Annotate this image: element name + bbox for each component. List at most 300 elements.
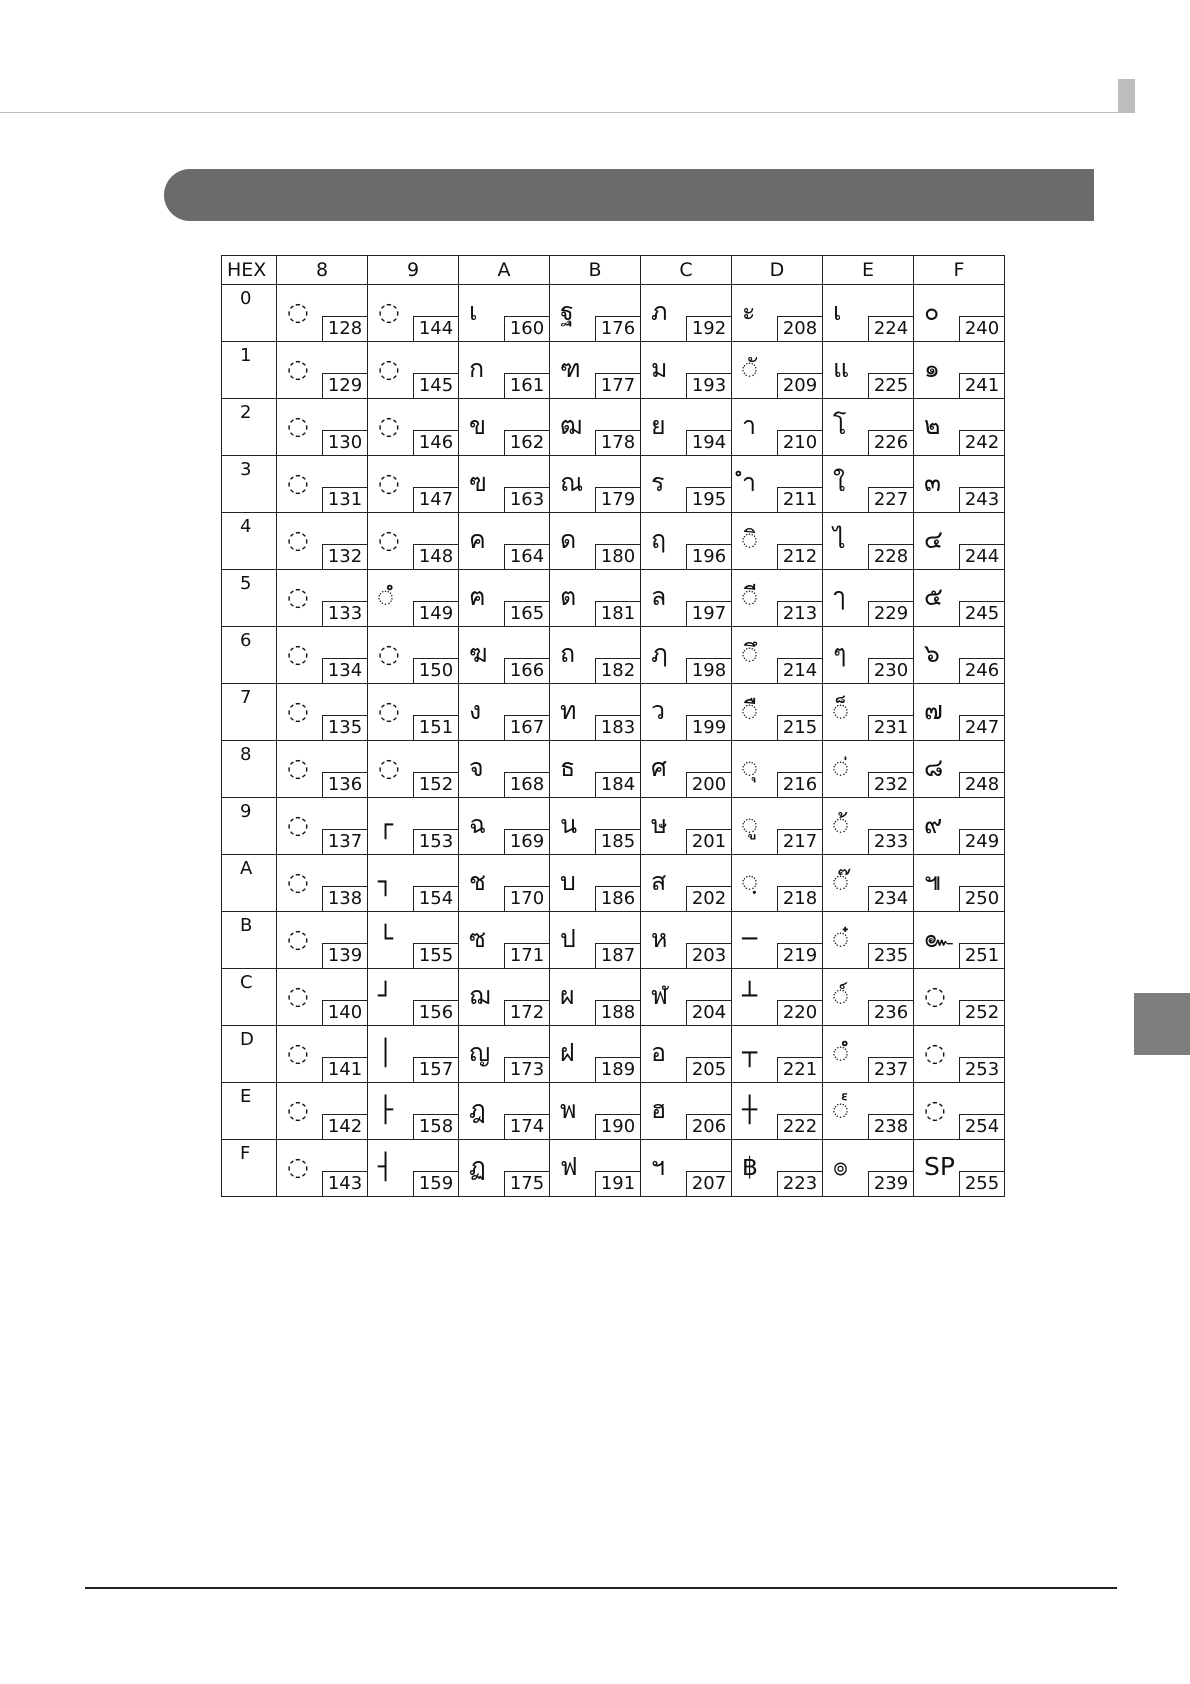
code-cell [550,1026,641,1083]
code-cell [368,855,459,912]
code-cell [641,399,732,456]
row-header: D [222,1026,277,1083]
code-cell [823,1083,914,1140]
code-cell [641,912,732,969]
code-cell [641,969,732,1026]
character-glyph: ฬ [651,981,669,1010]
decimal-code: 223 [777,1171,823,1197]
column-header: C [641,256,732,285]
code-cell [823,627,914,684]
table-row [222,399,1005,456]
code-cell [823,513,914,570]
decimal-code: 163 [504,487,550,513]
character-glyph: ┌ [378,810,394,839]
decimal-code: 150 [413,658,459,684]
decimal-code: 158 [413,1114,459,1140]
code-cell [459,969,550,1026]
code-cell [368,627,459,684]
header-page-tab [1118,79,1135,113]
character-glyph: ป [560,924,576,953]
code-cell [732,1083,823,1140]
decimal-code: 146 [413,430,459,456]
row-header: 0 [222,285,277,342]
character-glyph: ย [651,411,666,440]
code-cell [277,684,368,741]
table-row [222,912,1005,969]
code-cell [277,570,368,627]
code-cell [550,285,641,342]
code-cell [732,513,823,570]
decimal-code: 155 [413,943,459,969]
character-glyph: ๗ [924,696,943,725]
decimal-code: 148 [413,544,459,570]
code-cell [277,399,368,456]
code-cell [823,1140,914,1197]
decimal-code: 244 [959,544,1005,570]
decimal-code: 145 [413,373,459,399]
decimal-code: 129 [322,373,368,399]
code-cell [277,513,368,570]
decimal-code: 226 [868,430,914,456]
character-glyph: ┐ [378,867,394,896]
character-glyph: ๑ [924,354,940,383]
decimal-code: 187 [595,943,641,969]
decimal-code: 235 [868,943,914,969]
decimal-code: 201 [686,829,732,855]
code-cell [823,456,914,513]
character-glyph: ◌ํ [833,1038,849,1067]
decimal-code: 144 [413,316,459,342]
character-glyph: ฿ [742,1152,758,1181]
decimal-code: 168 [504,772,550,798]
character-glyph: ◌ํ [378,582,394,611]
character-glyph: ◌ [287,468,309,497]
decimal-code: 219 [777,943,823,969]
code-cell [732,399,823,456]
decimal-code: 220 [777,1000,823,1026]
decimal-code: 170 [504,886,550,912]
code-cell [641,1140,732,1197]
decimal-code: 205 [686,1057,732,1083]
character-glyph: ๛ [924,924,953,953]
decimal-code: 141 [322,1057,368,1083]
code-cell [914,969,1005,1026]
decimal-code: 167 [504,715,550,741]
character-glyph: │ [378,1038,394,1067]
decimal-code: 227 [868,487,914,513]
character-glyph: เ [833,297,842,326]
decimal-code: 218 [777,886,823,912]
decimal-code: 193 [686,373,732,399]
row-header: 9 [222,798,277,855]
character-glyph: ถ [560,639,576,668]
decimal-code: 161 [504,373,550,399]
character-glyph: ฦ [651,639,668,668]
character-glyph: ◌ [287,753,309,782]
decimal-code: 209 [777,373,823,399]
decimal-code: 175 [504,1171,550,1197]
code-cell [459,741,550,798]
decimal-code: 190 [595,1114,641,1140]
character-glyph: ณ [560,468,584,497]
decimal-code: 178 [595,430,641,456]
decimal-code: 183 [595,715,641,741]
code-cell [277,741,368,798]
code-cell [823,399,914,456]
character-glyph: ฆ [469,639,488,668]
code-cell [914,1026,1005,1083]
character-glyph: ◌ [287,411,309,440]
decimal-code: 246 [959,658,1005,684]
code-cell [550,399,641,456]
code-cell [641,627,732,684]
code-cell [459,399,550,456]
decimal-code: 233 [868,829,914,855]
table-row [222,285,1005,342]
code-cell [459,570,550,627]
table-row [222,684,1005,741]
decimal-code: 240 [959,316,1005,342]
decimal-code: 188 [595,1000,641,1026]
decimal-code: 243 [959,487,1005,513]
character-glyph: ฒ [560,411,583,440]
character-glyph: SP [924,1152,955,1181]
character-glyph: ญ [469,1038,491,1067]
code-cell [459,1083,550,1140]
code-cell [459,342,550,399]
code-cell [368,570,459,627]
character-glyph: ├ [378,1095,394,1124]
code-cell [277,1083,368,1140]
decimal-code: 213 [777,601,823,627]
decimal-code: 181 [595,601,641,627]
decimal-code: 191 [595,1171,641,1197]
table-row [222,627,1005,684]
decimal-code: 162 [504,430,550,456]
decimal-code: 225 [868,373,914,399]
decimal-code: 210 [777,430,823,456]
decimal-code: 156 [413,1000,459,1026]
code-cell [641,684,732,741]
decimal-code: 143 [322,1171,368,1197]
code-cell [550,570,641,627]
character-glyph: ฏ [469,1152,486,1181]
code-cell [823,912,914,969]
character-glyph: ๙ [924,810,943,839]
table-row [222,855,1005,912]
code-cell [550,627,641,684]
code-cell [914,855,1005,912]
decimal-code: 247 [959,715,1005,741]
code-cell [641,798,732,855]
character-glyph: น [560,810,578,839]
decimal-code: 202 [686,886,732,912]
decimal-code: 177 [595,373,641,399]
decimal-code: 215 [777,715,823,741]
character-glyph: ◌็ [833,696,849,725]
row-header: 6 [222,627,277,684]
character-glyph: ๘ [924,753,944,782]
character-glyph: ◌ู [742,810,758,839]
character-glyph: ┴ [742,981,758,1010]
decimal-code: 253 [959,1057,1005,1083]
character-glyph: ◌ [287,924,309,953]
decimal-code: 242 [959,430,1005,456]
code-cell [823,342,914,399]
decimal-code: 207 [686,1171,732,1197]
decimal-code: 222 [777,1114,823,1140]
decimal-code: 212 [777,544,823,570]
row-header: B [222,912,277,969]
row-header: 1 [222,342,277,399]
column-header: F [914,256,1005,285]
code-cell [732,342,823,399]
code-cell [641,855,732,912]
code-cell [368,399,459,456]
character-glyph: ◌ [287,525,309,554]
code-cell [823,741,914,798]
code-cell [732,1140,823,1197]
decimal-code: 137 [322,829,368,855]
decimal-code: 196 [686,544,732,570]
character-glyph: ค [469,525,486,554]
decimal-code: 255 [959,1171,1005,1197]
character-glyph: ล [651,582,667,611]
character-glyph: ๅ [833,582,846,611]
character-glyph: จ [469,753,484,782]
code-cell [368,684,459,741]
row-header: A [222,855,277,912]
code-cell [368,741,459,798]
decimal-code: 231 [868,715,914,741]
character-glyph: ฤ [651,525,667,554]
character-glyph: ๐ [924,297,940,326]
decimal-code: 228 [868,544,914,570]
character-glyph: โ [833,411,847,440]
character-glyph: ◌ [378,354,400,383]
code-cell [732,1026,823,1083]
character-glyph: ◌่ [833,753,849,782]
code-cell [368,456,459,513]
character-glyph: ห [651,924,668,953]
character-glyph: ┬ [742,1038,758,1067]
character-glyph: ◌ [378,411,400,440]
code-cell [732,855,823,912]
decimal-code: 211 [777,487,823,513]
code-cell [368,342,459,399]
code-cell [641,513,732,570]
column-header: B [550,256,641,285]
character-glyph: ┼ [742,1095,758,1124]
character-glyph: เ [469,297,478,326]
decimal-code: 140 [322,1000,368,1026]
character-code-table [221,255,1005,1197]
character-glyph: ธ [560,753,576,782]
character-glyph: ◌๊ [833,867,849,896]
row-header: 5 [222,570,277,627]
character-glyph: ๒ [924,411,941,440]
code-cell [732,741,823,798]
decimal-code: 159 [413,1171,459,1197]
table-row [222,513,1005,570]
column-header: 8 [277,256,368,285]
header-rule [0,112,1120,113]
character-glyph: ๚ [924,867,942,896]
decimal-code: 206 [686,1114,732,1140]
decimal-code: 204 [686,1000,732,1026]
decimal-code: 157 [413,1057,459,1083]
character-glyph: ว [651,696,666,725]
decimal-code: 184 [595,772,641,798]
character-glyph: ๕ [924,582,943,611]
decimal-code: 149 [413,601,459,627]
character-glyph: ภ [651,297,668,326]
table-row [222,570,1005,627]
character-glyph: ◌ [287,696,309,725]
code-cell [823,684,914,741]
character-glyph: ◌ [287,981,309,1010]
decimal-code: 154 [413,886,459,912]
decimal-code: 147 [413,487,459,513]
character-glyph: ฮ [651,1095,667,1124]
character-glyph: ◌๋ [833,924,849,953]
decimal-code: 249 [959,829,1005,855]
decimal-code: 203 [686,943,732,969]
code-cell [550,342,641,399]
column-header: A [459,256,550,285]
character-glyph: └ [378,924,394,953]
code-cell [277,1026,368,1083]
character-glyph: ฝ [560,1038,575,1067]
code-cell [550,1140,641,1197]
code-cell [823,285,914,342]
character-glyph: ฟ [560,1152,578,1181]
character-glyph: ◌ [287,639,309,668]
row-header: 2 [222,399,277,456]
decimal-code: 165 [504,601,550,627]
character-glyph: ๏ [833,1152,849,1181]
character-glyph: ◌ [287,354,309,383]
code-cell [368,285,459,342]
decimal-code: 186 [595,886,641,912]
code-cell [914,456,1005,513]
character-glyph: ◌ั [742,354,758,383]
decimal-code: 230 [868,658,914,684]
row-header: 3 [222,456,277,513]
decimal-code: 171 [504,943,550,969]
character-glyph: ฉ [469,810,487,839]
decimal-code: 139 [322,943,368,969]
character-glyph: ด [560,525,577,554]
character-glyph: ข [469,411,487,440]
character-glyph: ฐ [560,297,574,326]
character-glyph: ศ [651,753,667,782]
column-header: 9 [368,256,459,285]
character-glyph: ◌ [287,1152,309,1181]
code-cell [914,285,1005,342]
decimal-code: 200 [686,772,732,798]
character-glyph: ◌ [924,1095,946,1124]
character-glyph: ◌ [378,468,400,497]
decimal-code: 195 [686,487,732,513]
row-header: F [222,1140,277,1197]
code-cell [914,741,1005,798]
code-cell [368,798,459,855]
decimal-code: 153 [413,829,459,855]
character-glyph: ผ [560,981,575,1010]
code-cell [914,513,1005,570]
decimal-code: 229 [868,601,914,627]
code-cell [459,1140,550,1197]
character-glyph: ฃ [469,468,487,497]
character-glyph: ┤ [378,1152,394,1181]
code-cell [459,1026,550,1083]
table-row [222,1083,1005,1140]
character-glyph: ◌ [378,525,400,554]
code-cell [277,855,368,912]
character-glyph: ◌ [924,1038,946,1067]
decimal-code: 232 [868,772,914,798]
code-cell [550,798,641,855]
decimal-code: 208 [777,316,823,342]
code-cell [732,285,823,342]
table-row [222,456,1005,513]
section-title-bar [164,169,1094,221]
character-glyph: บ [560,867,576,896]
decimal-code: 194 [686,430,732,456]
decimal-code: 198 [686,658,732,684]
table-row [222,342,1005,399]
code-cell [732,684,823,741]
row-header: 4 [222,513,277,570]
code-cell [641,342,732,399]
decimal-code: 241 [959,373,1005,399]
character-glyph: ┘ [378,981,394,1010]
code-cell [368,1083,459,1140]
code-cell [550,684,641,741]
character-glyph: ◌ [378,753,400,782]
decimal-code: 160 [504,316,550,342]
code-cell [368,1026,459,1083]
decimal-code: 169 [504,829,550,855]
decimal-code: 133 [322,601,368,627]
decimal-code: 134 [322,658,368,684]
code-cell [823,969,914,1026]
code-cell [732,456,823,513]
chapter-side-tab [1134,993,1190,1055]
row-header: E [222,1083,277,1140]
character-glyph: ◌ [287,810,309,839]
character-glyph: ◌้ [833,810,849,839]
character-glyph: ๓ [924,468,942,497]
code-cell [550,513,641,570]
code-cell [732,798,823,855]
code-cell [459,798,550,855]
code-cell [277,456,368,513]
decimal-code: 192 [686,316,732,342]
character-glyph: ฅ [469,582,486,611]
code-cell [277,285,368,342]
decimal-code: 128 [322,316,368,342]
character-glyph: ำ [742,468,757,497]
character-glyph: ฑ [560,354,581,383]
decimal-code: 234 [868,886,914,912]
character-glyph: า [742,411,757,440]
code-cell [641,741,732,798]
code-cell [914,399,1005,456]
table-body [222,285,1005,1197]
code-cell [368,969,459,1026]
